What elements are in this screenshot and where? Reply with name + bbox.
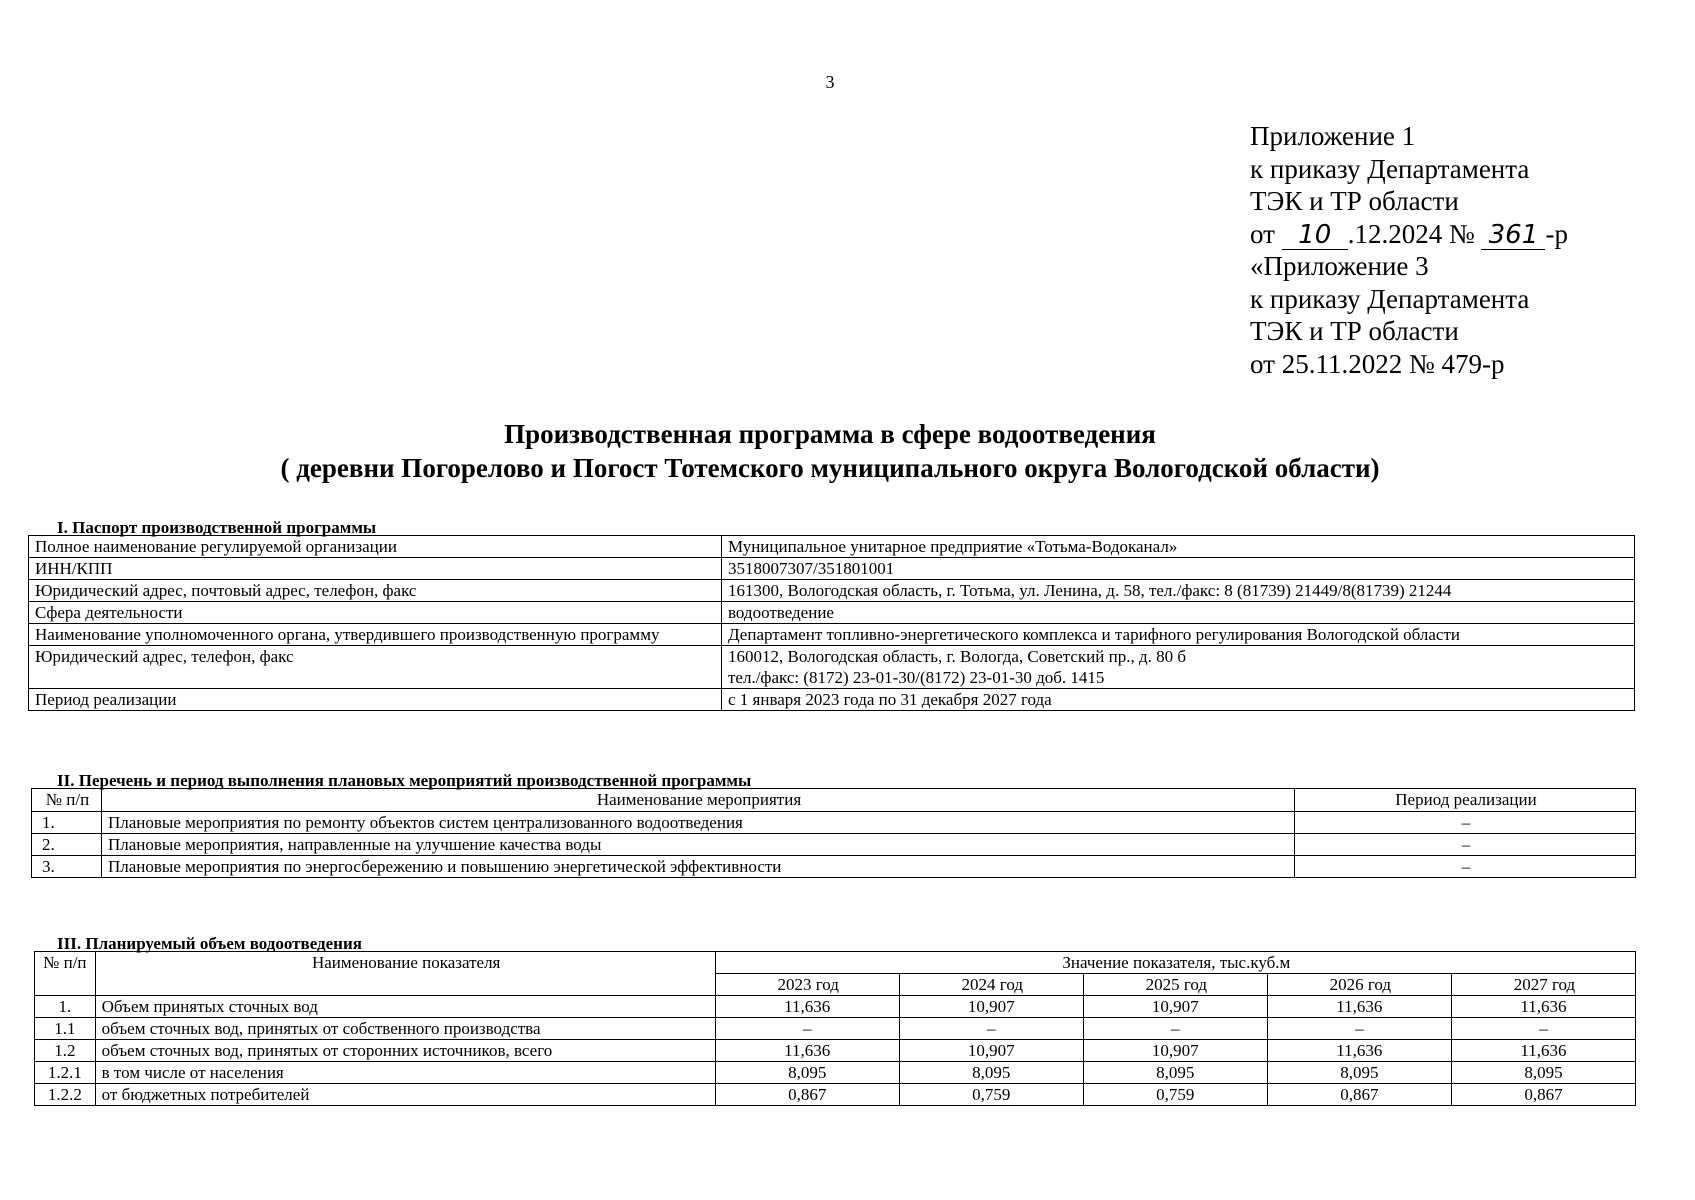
table-row xyxy=(29,624,1635,646)
indicator-value: – xyxy=(715,1018,899,1040)
table-row xyxy=(29,536,1635,558)
passport-value xyxy=(722,624,1635,646)
section-3-title: III. Планируемый объем водоотведения xyxy=(57,934,362,953)
indicator-value: 11,636 xyxy=(1451,996,1635,1018)
passport-key: ИНН/КПП xyxy=(29,558,722,580)
passport-value xyxy=(722,602,1635,624)
appendix-line: к приказу Департамента xyxy=(1250,283,1530,314)
table-header-row xyxy=(35,952,1636,974)
passport-key: Юридический адрес, почтовый адрес, телефон, факс xyxy=(29,580,722,602)
handwritten-order-number: 361 xyxy=(1481,221,1545,250)
header-values-group: Значение показателя, тыс.куб.м xyxy=(715,952,1635,974)
indicator-name: объем сточных вод, принятых от собственного производства xyxy=(95,1018,715,1040)
passport-value-line: Департамент топливно-энергетического комплекса и тарифного регулирования Вологодской области xyxy=(728,625,1460,644)
passport-value xyxy=(722,646,1635,689)
page-number: 3 xyxy=(825,72,835,92)
passport-value-line: 161300, Вологодская область, г. Тотьма, ул. Ленина, д. 58, тел./факс: 8 (81739) 21449/8(81739) 21244 xyxy=(728,581,1452,600)
indicator-value: 8,095 xyxy=(1267,1062,1451,1084)
indicator-num: 1.2.2 xyxy=(35,1084,96,1106)
passport-value xyxy=(722,558,1635,580)
table-row xyxy=(35,1084,1636,1106)
activity-name: Плановые мероприятия по энергосбережению и повышению энергетической эффективности xyxy=(102,856,1295,878)
header-name: Наименование мероприятия xyxy=(102,789,1295,812)
passport-value xyxy=(722,536,1635,558)
document-title xyxy=(0,417,1660,485)
handwritten-order-day: 10 xyxy=(1282,221,1348,250)
activity-num: 1. xyxy=(32,812,102,834)
indicator-value: 0,759 xyxy=(899,1084,1083,1106)
table-row xyxy=(35,1040,1636,1062)
table-row xyxy=(29,602,1635,624)
appendix-line: от 25.11.2022 № 479-р xyxy=(1250,348,1505,379)
header-period: Период реализации xyxy=(1295,789,1636,812)
indicator-value: 10,907 xyxy=(1083,1040,1267,1062)
activity-period: – xyxy=(1295,812,1636,834)
table-row xyxy=(29,646,1635,689)
indicator-value: 10,907 xyxy=(899,996,1083,1018)
activities-table xyxy=(31,788,1636,878)
passport-key: Полное наименование регулируемой организации xyxy=(29,536,722,558)
activity-period: – xyxy=(1295,856,1636,878)
indicator-value: 10,907 xyxy=(1083,996,1267,1018)
activity-period: – xyxy=(1295,834,1636,856)
indicator-num: 1.1 xyxy=(35,1018,96,1040)
appendix-block xyxy=(1250,120,1568,380)
indicator-value: 0,867 xyxy=(1451,1084,1635,1106)
passport-value-line: 3518007307/351801001 xyxy=(728,559,895,578)
table-header-row xyxy=(32,789,1636,812)
volume-table xyxy=(34,951,1636,1106)
passport-key: Юридический адрес, телефон, факс xyxy=(29,646,722,689)
appendix-line: ТЭК и ТР области xyxy=(1250,316,1459,346)
table-row xyxy=(29,580,1635,602)
indicator-name: в том числе от населения xyxy=(95,1062,715,1084)
indicator-value: 10,907 xyxy=(899,1040,1083,1062)
table-row xyxy=(29,558,1635,580)
indicator-value: – xyxy=(1267,1018,1451,1040)
header-num: № п/п xyxy=(32,789,102,812)
order-date-line xyxy=(1250,218,1568,251)
activity-num: 2. xyxy=(32,834,102,856)
table-row xyxy=(35,1062,1636,1084)
header-year: 2027 год xyxy=(1451,974,1635,996)
indicator-value: 8,095 xyxy=(899,1062,1083,1084)
passport-value-line: с 1 января 2023 года по 31 декабря 2027 года xyxy=(728,690,1052,709)
indicator-value: 0,867 xyxy=(1267,1084,1451,1106)
table-row xyxy=(32,856,1636,878)
passport-key: Наименование уполномоченного органа, утвердившего производственную программу xyxy=(29,624,722,646)
table-row xyxy=(35,996,1636,1018)
header-name: Наименование показателя xyxy=(95,952,715,996)
header-year: 2024 год xyxy=(899,974,1083,996)
indicator-value: 8,095 xyxy=(715,1062,899,1084)
section-2-title: II. Перечень и период выполнения плановых мероприятий производственной программы xyxy=(57,771,752,790)
indicator-value: 11,636 xyxy=(1451,1040,1635,1062)
activity-num: 3. xyxy=(32,856,102,878)
appendix-line: Приложение 1 xyxy=(1250,121,1416,151)
indicator-value: – xyxy=(1083,1018,1267,1040)
indicator-value: 0,867 xyxy=(715,1084,899,1106)
activity-name: Плановые мероприятия, направленные на улучшение качества воды xyxy=(102,834,1295,856)
appendix-line: «Приложение 3 xyxy=(1250,251,1429,281)
table-row xyxy=(35,1018,1636,1040)
indicator-num: 1.2 xyxy=(35,1040,96,1062)
order-suffix: -р xyxy=(1545,218,1568,249)
indicator-name: Объем принятых сточных вод xyxy=(95,996,715,1018)
passport-key: Период реализации xyxy=(29,689,722,711)
indicator-name: объем сточных вод, принятых от сторонних источников, всего xyxy=(95,1040,715,1062)
passport-key: Сфера деятельности xyxy=(29,602,722,624)
header-year: 2026 год xyxy=(1267,974,1451,996)
table-row xyxy=(29,689,1635,711)
indicator-value: 11,636 xyxy=(1267,996,1451,1018)
title-line-2: ( деревни Погорелово и Погост Тотемского муниципального округа Вологодской области) xyxy=(280,453,1380,483)
order-date-rest: .12.2024 № xyxy=(1347,218,1475,249)
appendix-line: к приказу Департамента xyxy=(1250,153,1530,184)
table-row xyxy=(32,834,1636,856)
section-1-title: I. Паспорт производственной программы xyxy=(57,518,377,537)
indicator-value: 0,759 xyxy=(1083,1084,1267,1106)
indicator-value: 8,095 xyxy=(1451,1062,1635,1084)
header-year: 2023 год xyxy=(715,974,899,996)
indicator-num: 1. xyxy=(35,996,96,1018)
passport-value xyxy=(722,580,1635,602)
appendix-line: ТЭК и ТР области xyxy=(1250,186,1459,216)
passport-value xyxy=(722,689,1635,711)
header-num: № п/п xyxy=(35,952,96,996)
indicator-num: 1.2.1 xyxy=(35,1062,96,1084)
title-line-1: Производственная программа в сфере водоотведения xyxy=(504,419,1156,449)
passport-value-line: 160012, Вологодская область, г. Вологда, Советский пр., д. 80 б xyxy=(728,647,1187,666)
indicator-value: 11,636 xyxy=(715,1040,899,1062)
indicator-value: 8,095 xyxy=(1083,1062,1267,1084)
passport-table xyxy=(28,535,1635,711)
indicator-value: – xyxy=(1451,1018,1635,1040)
table-row xyxy=(32,812,1636,834)
header-year: 2025 год xyxy=(1083,974,1267,996)
indicator-value: 11,636 xyxy=(715,996,899,1018)
indicator-name: от бюджетных потребителей xyxy=(95,1084,715,1106)
passport-value-line: Муниципальное унитарное предприятие «Тотьма-Водоканал» xyxy=(728,537,1178,556)
order-prefix: от xyxy=(1250,218,1275,249)
indicator-value: 11,636 xyxy=(1267,1040,1451,1062)
activity-name: Плановые мероприятия по ремонту объектов систем централизованного водоотведения xyxy=(102,812,1295,834)
passport-value-line: водоотведение xyxy=(728,603,834,622)
indicator-value: – xyxy=(899,1018,1083,1040)
passport-value-line: тел./факс: (8172) 23-01-30/(8172) 23-01-30 доб. 1415 xyxy=(728,668,1105,687)
